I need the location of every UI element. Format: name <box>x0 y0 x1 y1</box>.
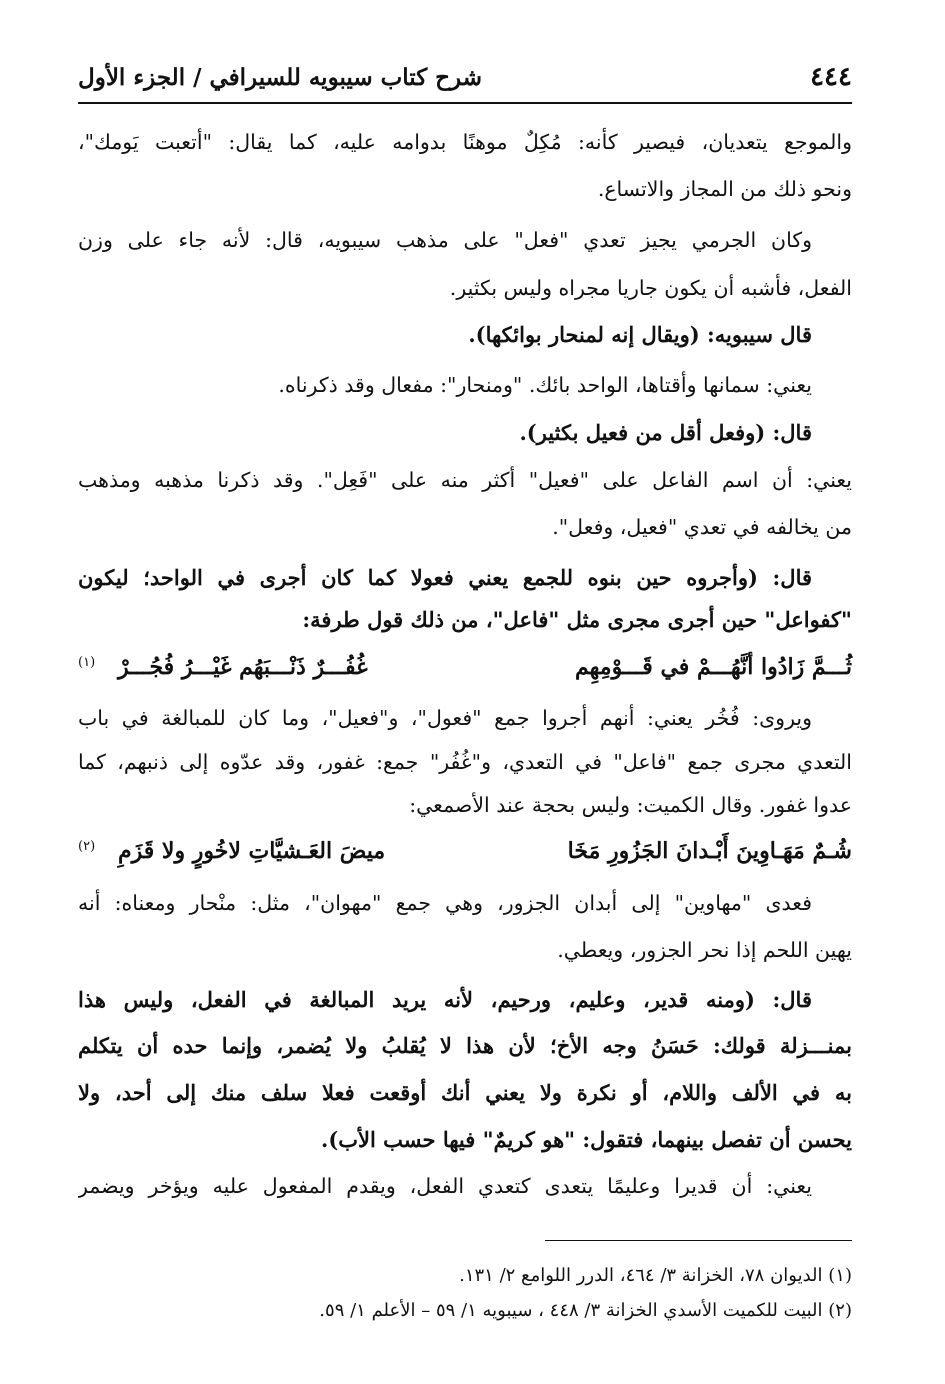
footnote: (١) الديوان ٧٨، الخزانة ٣/ ٤٦٤، الدرر اللوامع ٢/ ١٣١. <box>459 1265 852 1286</box>
footnote-reference: (٢) <box>78 839 96 854</box>
body-line: قال: (وفعل أقل من فعيل بكثير). <box>519 420 812 445</box>
body-line: يهين اللحم إذا نحر الجزور، ويعطي. <box>557 938 852 962</box>
footnote-separator <box>545 1240 852 1241</box>
body-line: الفعل، فأشبه أن يكون جاريا مجراه وليس بكثير. <box>449 276 852 300</box>
body-line: قال: (وأجروه حين بنوه للجمع يعني فعولا كما كان أجرى في الواحد؛ ليكون <box>78 565 812 590</box>
body-line: والموجع يتعديان، فيصير كأنه: مُكِلٌ موهنًا بدوامه عليه، كما يقال: "أتعبت يَومك"، <box>78 130 852 154</box>
footnote: (٢) البيت للكميت الأسدي الخزانة ٣/ ٤٤٨ ، سيبويه ١/ ٥٩ – الأعلم ١/ ٥٩. <box>319 1300 852 1321</box>
verse-hemistich: ثُـــمَّ زَادُوا أنَّهُـــمْ في قَـــوْمِهِم <box>575 654 852 680</box>
body-line: بمنـــزلة قولك: حَسَنُ وجه الأخ؛ لأن هذا لا يُقلبُ ولا يُضمر، وإنما حده أن يتكلم <box>78 1033 852 1058</box>
body-line: يحسن أن تفصل بينهما، فتقول: "هو كريمٌ" فيها حسب الأب). <box>321 1127 852 1152</box>
body-line: وكان الجرمي يجيز تعدي "فعل" على مذهب سيبويه، قال: لأنه جاء على وزن <box>78 228 812 252</box>
poetry-verse <box>78 650 852 684</box>
body-line: ويروى: فُخُر يعني: أنهم أجروا جمع "فعول"، و"فعيل"، وما كان للمبالغة في باب <box>78 706 812 730</box>
verse-hemistich: غُفُـــرٌ ذَنْـــبَهُم غَيْـــرُ فُجُـــرْ <box>118 654 368 680</box>
verse-hemistich: ميضَ العَـشيَّاتِ لاخُورٍ ولا قَزَمِ <box>118 838 386 864</box>
body-line: من يخالفه في تعدي "فعيل، وفعل". <box>552 515 852 539</box>
body-line: "كفواعل" حين أجرى مجرى مثل "فاعل"، من ذلك قول طرفة: <box>302 607 852 632</box>
body-line: قال: (ومنه قدير، وعليم، ورحيم، لأنه يريد المبالغة في الفعل، وليس هذا <box>78 987 812 1012</box>
poetry-verse <box>78 834 852 868</box>
body-line: عدوا غفور. وقال الكميت: وليس بحجة عند الأصمعي: <box>409 793 852 817</box>
page-number: ٤٤٤ <box>810 62 852 92</box>
body-line: يعني: سمانها وأقتاها، الواحد بائك. "ومنحار": مفعال وقد ذكرناه. <box>278 373 812 397</box>
body-line: به في الألف واللام، أو نكرة ولا يعني أنك أوقعت فعلا سلف منك إلى أحد، ولا <box>78 1080 852 1105</box>
footnote-reference: (١) <box>78 655 96 670</box>
running-head <box>78 62 852 104</box>
body-line: ونحو ذلك من المجاز والاتساع. <box>597 177 852 201</box>
header-title: شرح كتاب سيبويه للسيرافي / الجزء الأول <box>78 64 482 91</box>
body-line: فعدى "مهاوين" إلى أبدان الجزور، وهي جمع "مهوان"، مثل: منْحار ومعناه: أنه <box>78 891 812 915</box>
body-line: يعني: أن قديرا وعليمًا يتعدى كتعدي الفعل، ويقدم المفعول عليه ويؤخر ويضمر <box>78 1174 812 1198</box>
body-line: يعني: أن اسم الفاعل على "فعيل" أكثر منه على "فَعِل". وقد ذكرنا مذهبه ومذهب <box>78 468 852 492</box>
verse-hemistich: شُـمٌ مَهَـاوِينَ أَبْـدانَ الجَزُورِ مَخَا <box>567 838 852 864</box>
body-line: قال سيبويه: (ويقال إنه لمنحار بوائكها). <box>468 322 812 347</box>
body-line: التعدي مجرى جمع "فاعل" في التعدي، و"غُفُر" جمع: غفور، وقد عدّوه إلى ذنبهم، كما <box>78 750 852 774</box>
